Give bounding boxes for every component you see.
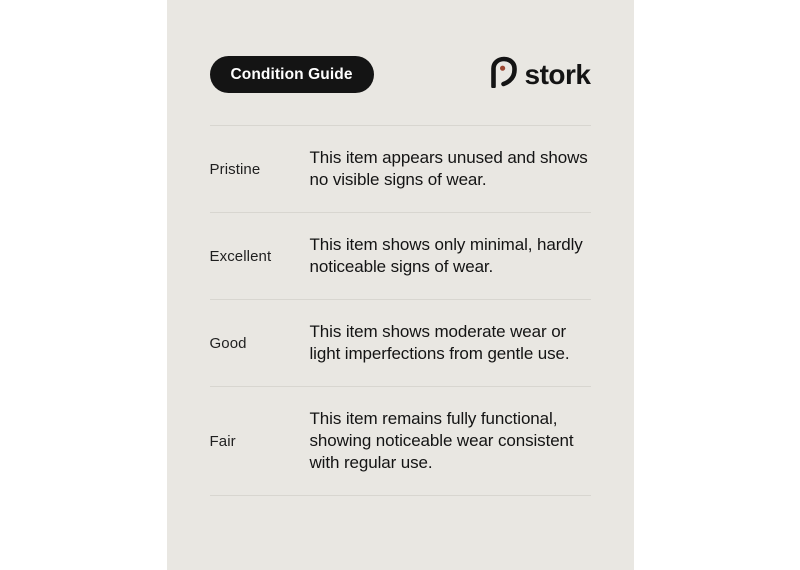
condition-label: Good	[209, 334, 247, 352]
condition-label: Pristine	[209, 160, 261, 178]
condition-description: This item shows moderate wear or light imperfections from gentle use.	[309, 322, 570, 363]
condition-description: This item appears unused and shows no visible signs of wear.	[309, 148, 588, 189]
condition-guide-badge: Condition Guide	[210, 56, 374, 93]
stork-bird-icon	[490, 56, 518, 93]
condition-description: This item shows only minimal, hardly noticeable signs of wear.	[309, 235, 583, 276]
condition-label: Fair	[209, 432, 236, 450]
table-row-pristine	[210, 125, 591, 212]
stork-logo	[490, 56, 591, 93]
condition-description: This item remains fully functional, showing noticeable wear consistent with regular use.	[309, 409, 574, 472]
condition-guide-card	[167, 0, 634, 570]
table-row-good	[210, 299, 591, 386]
card-header	[210, 56, 591, 93]
condition-label: Excellent	[209, 247, 272, 265]
stork-wordmark: stork	[524, 58, 591, 90]
table-row-excellent	[210, 212, 591, 299]
condition-table	[210, 125, 591, 496]
table-row-fair	[210, 386, 591, 496]
stork-eye-dot	[500, 66, 505, 71]
